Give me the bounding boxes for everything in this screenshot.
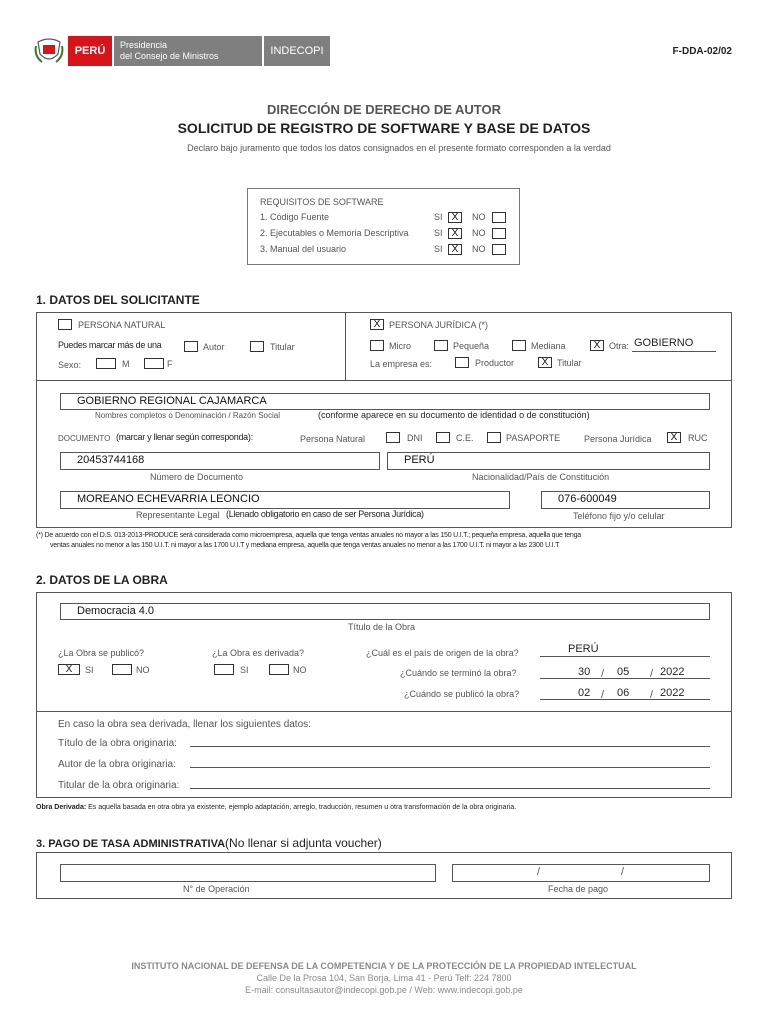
publico-si-checkbox[interactable]: X: [58, 664, 80, 675]
section-3-heading: [36, 834, 382, 852]
titular-original-label: Titular de la obra originaria:: [58, 780, 180, 791]
fecha-pago-field[interactable]: [452, 864, 710, 882]
direction-title: DIRECCIÓN DE DERECHO DE AUTOR: [266, 102, 502, 117]
publico-day[interactable]: 02: [578, 687, 591, 699]
telefono-caption: Teléfono fijo y/o celular: [573, 511, 665, 521]
requisitos-title: REQUISITOS DE SOFTWARE: [260, 197, 384, 207]
divider: [36, 380, 732, 381]
logo-indecopi: INDECOPI: [264, 36, 330, 66]
persona-natural-doc-label: Persona Natural: [300, 434, 366, 444]
pais-underline: [540, 656, 710, 657]
derivada-no-checkbox[interactable]: [269, 664, 289, 675]
persona-juridica-doc-label: Persona Jurídica: [584, 434, 652, 444]
header-logo: [34, 34, 324, 68]
divider: [345, 312, 346, 380]
termino-month[interactable]: 05: [617, 666, 630, 678]
titulo-original-label: Título de la obra originaria:: [58, 738, 177, 749]
obra-derivada-def-label: Obra Derivada:: [36, 804, 87, 811]
titulo-obra-field[interactable]: Democracia 4.0: [60, 603, 710, 620]
requisito-label: 1. Código Fuente: [260, 212, 330, 222]
fecha-pago-caption: Fecha de pago: [548, 884, 609, 894]
publico-no-checkbox[interactable]: [112, 664, 132, 675]
sexo-m-label: M: [122, 359, 130, 369]
productor-checkbox[interactable]: [455, 357, 469, 368]
titular-empresa-checkbox[interactable]: X: [538, 357, 552, 368]
persona-juridica-checkbox[interactable]: X: [370, 319, 384, 330]
requisito-no-checkbox[interactable]: [492, 212, 506, 223]
operacion-caption: N° de Operación: [183, 884, 250, 894]
titular-empresa-label: Titular: [557, 358, 582, 368]
no-label: NO: [472, 244, 486, 254]
dni-label: DNI: [407, 433, 423, 443]
mediana-checkbox[interactable]: [512, 340, 526, 351]
autor-checkbox[interactable]: [184, 341, 198, 352]
numero-documento-caption: Número de Documento: [150, 472, 244, 482]
date-slash: /: [601, 668, 605, 680]
no-label: NO: [472, 212, 486, 222]
requisito-no-checkbox[interactable]: [492, 244, 506, 255]
representante-note: (Llenado obligatorio en caso de ser Persona Jurídica): [226, 509, 424, 519]
form-code: F-DDA-02/02: [672, 46, 732, 57]
si-label: SI: [434, 212, 443, 222]
nombre-field[interactable]: GOBIERNO REGIONAL CAJAMARCA: [60, 393, 710, 410]
date-slash: /: [650, 668, 654, 680]
publico-month[interactable]: 06: [617, 687, 630, 699]
termino-year[interactable]: 2022: [660, 666, 685, 678]
publico-date-question: ¿Cuándo se publicó la obra?: [404, 689, 520, 699]
requisito-si-checkbox[interactable]: X: [448, 244, 462, 255]
requisito-si-checkbox[interactable]: X: [448, 212, 462, 223]
micro-label: Micro: [389, 341, 411, 351]
logo-peru: PERÚ: [68, 36, 112, 66]
section-3-note: (No llenar si adjunta voucher): [225, 836, 382, 850]
numero-documento-field[interactable]: 20453744168: [60, 452, 380, 470]
titular-original-line[interactable]: [190, 788, 710, 789]
termino-question: ¿Cuándo se terminó la obra?: [400, 668, 517, 678]
logo-presidencia-line2: del Consejo de Ministros: [120, 51, 219, 61]
puedes-marcar-label: Puedes marcar más de una: [58, 340, 162, 350]
coat-of-arms-icon: [34, 36, 64, 66]
publico-question: ¿La Obra se publicó?: [58, 648, 145, 658]
page-subtitle: Declaro bajo juramento que todos los datos consignados en el presente formato corresponden a la verdad: [187, 143, 611, 153]
documento-note: (marcar y llenar según corresponda):: [116, 432, 253, 442]
publico-no-label: NO: [136, 665, 150, 675]
ruc-checkbox[interactable]: X: [667, 432, 681, 443]
mediana-label: Mediana: [531, 341, 566, 351]
ruc-label: RUC: [688, 433, 708, 443]
otra-label: Otra:: [609, 341, 630, 351]
requisito-label: 3. Manual del usuario: [260, 244, 347, 254]
nombre-note: (conforme aparece en su documento de identidad o de constitución): [318, 410, 590, 420]
footer-contact: E-mail: consultasautor@indecopi.gob.pe / Web: www.indecopi.gob.pe: [245, 985, 523, 995]
termino-day[interactable]: 30: [578, 666, 591, 678]
date-slash: /: [537, 866, 541, 878]
autor-original-line[interactable]: [190, 767, 710, 768]
productor-label: Productor: [475, 358, 515, 368]
footer-institution: INSTITUTO NACIONAL DE DEFENSA DE LA COMPETENCIA Y DE LA PROTECCIÓN DE LA PROPIEDAD INTELECTUAL: [131, 961, 637, 971]
otra-value[interactable]: GOBIERNO: [634, 337, 694, 349]
persona-natural-label: PERSONA NATURAL: [78, 320, 166, 330]
derivada-question: ¿La Obra es derivada?: [212, 648, 305, 658]
persona-juridica-label: PERSONA JURÍDICA (*): [389, 320, 489, 330]
publico-year[interactable]: 2022: [660, 687, 685, 699]
nacionalidad-field[interactable]: PERÚ: [387, 452, 710, 470]
titulo-original-line[interactable]: [190, 746, 710, 747]
publico-date-underline: [540, 699, 710, 700]
derivada-no-label: NO: [293, 665, 307, 675]
telefono-field[interactable]: 076-600049: [541, 491, 710, 509]
section-2-heading: 2. DATOS DE LA OBRA: [36, 573, 168, 587]
publico-si-label: SI: [85, 665, 94, 675]
footnote-line2: ventas anuales no menor a las 150 U.I.T. ni mayor a las 1700 U.I.T y mediana empresa, aquella que tenga ventas anuales no menor a las 1700 U.I.T. ni mayor a las 2300 U.I.T: [50, 542, 560, 549]
dni-checkbox[interactable]: [386, 432, 400, 443]
documento-label: DOCUMENTO: [58, 434, 111, 443]
titular-checkbox[interactable]: [250, 341, 264, 352]
divider: [36, 711, 732, 712]
derivada-si-label: SI: [240, 665, 249, 675]
footer-address: Calle De la Prosa 104, San Borja, Lima 41 - Perú Telf: 224 7800: [256, 973, 512, 983]
logo-presidencia-line1: Presidencia: [120, 40, 168, 50]
pais-question: ¿Cuál es el país de origen de la obra?: [366, 648, 519, 658]
autor-label: Autor: [203, 342, 225, 352]
persona-natural-checkbox[interactable]: [58, 319, 72, 330]
requisito-no-checkbox[interactable]: [492, 228, 506, 239]
otra-underline: [632, 351, 716, 352]
representante-caption: Representante Legal: [136, 510, 220, 520]
date-slash: /: [621, 866, 625, 878]
page-title: SOLICITUD DE REGISTRO DE SOFTWARE Y BASE DE DATOS: [177, 120, 591, 136]
autor-original-label: Autor de la obra originaria:: [58, 759, 176, 770]
representante-field[interactable]: MOREANO ECHEVARRIA LEONCIO: [60, 491, 510, 509]
derivada-si-checkbox[interactable]: [214, 664, 234, 675]
sexo-label: Sexo:: [58, 360, 82, 370]
ce-label: C.E.: [456, 433, 474, 443]
requisito-si-checkbox[interactable]: X: [448, 228, 462, 239]
operacion-field[interactable]: [60, 864, 436, 882]
date-slash: /: [601, 689, 605, 701]
titular-label: Titular: [270, 342, 295, 352]
section-1-heading: 1. DATOS DEL SOLICITANTE: [36, 293, 200, 307]
sexo-f-checkbox[interactable]: [144, 358, 164, 369]
pequena-checkbox[interactable]: [434, 340, 448, 351]
logo-presidencia: [114, 36, 262, 66]
footnote-line1: (*) De acuerdo con el D.S. 013-2013-PRODUCE será considerada como microempresa, aquella que tenga ventas anuales no mayor a las 150 U.I.T.; pequeña empresa, aquella que tenga: [36, 532, 581, 539]
requisito-label: 2. Ejecutables o Memoria Descriptiva: [260, 228, 409, 238]
otra-checkbox[interactable]: X: [590, 340, 604, 351]
sexo-f-label: F: [167, 359, 173, 369]
no-label: NO: [472, 228, 486, 238]
si-label: SI: [434, 228, 443, 238]
nacionalidad-caption: Nacionalidad/País de Constitución: [472, 472, 610, 482]
obra-derivada-definition: [36, 804, 516, 811]
titulo-obra-caption: Título de la Obra: [348, 622, 416, 632]
ce-checkbox[interactable]: [436, 432, 450, 443]
sexo-m-checkbox[interactable]: [96, 358, 116, 369]
pasaporte-checkbox[interactable]: [487, 432, 501, 443]
micro-checkbox[interactable]: [370, 340, 384, 351]
nombre-caption: Nombres completos o Denominación / Razón Social: [95, 411, 280, 420]
section-3-title: 3. PAGO DE TASA ADMINISTRATIVA: [36, 838, 226, 850]
pais-value[interactable]: PERÚ: [568, 643, 599, 655]
pasaporte-label: PASAPORTE: [506, 433, 561, 443]
date-slash: /: [650, 689, 654, 701]
obra-derivada-def-text: Es aquella basada en otra obra ya existente, ejemplo adaptación, arreglo, traducción, resumen u otra transformación de la obra originaria.: [88, 804, 517, 811]
pequena-label: Pequeña: [453, 341, 490, 351]
empresa-es-label: La empresa es:: [370, 359, 433, 369]
si-label: SI: [434, 244, 443, 254]
derivada-intro: En caso la obra sea derivada, llenar los siguientes datos:: [58, 719, 311, 730]
termino-underline: [540, 678, 710, 679]
